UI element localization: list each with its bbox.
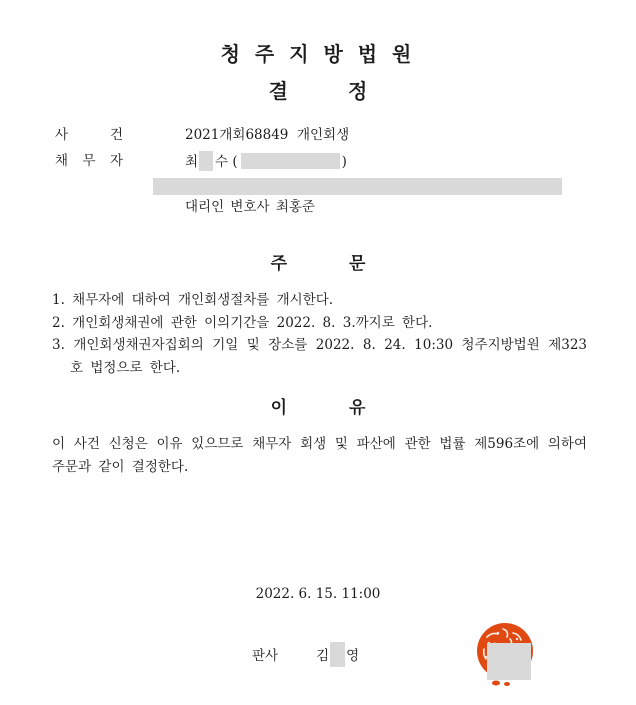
- debtor-name: 최 수 ( ): [185, 151, 347, 172]
- redaction-box-judge-name: [330, 642, 345, 667]
- order-item-2: 2. 개인회생채권에 관한 이의기간을 2022. 8. 3.까지로 한다.: [52, 314, 433, 331]
- debtor-row: [0, 151, 636, 171]
- debtor-label: 채 무 자: [55, 153, 123, 169]
- judge-label: 판사: [252, 648, 279, 664]
- decision-heading: [0, 79, 636, 103]
- decision-datetime: 2022. 6. 15. 11:00: [255, 586, 381, 602]
- case-number-value: 2021개회68849 개인회생: [185, 127, 350, 143]
- judge-name-last: 영: [346, 648, 360, 664]
- court-title: 청 주 지 방 법 원: [220, 42, 416, 66]
- reason-paragraph: 이 사건 신청은 이유 있으므로 채무자 회생 및 파산에 관한 법률 제596조에 의하여 주문과 같이 결정한다.: [52, 436, 587, 475]
- order-heading: 주 문: [270, 254, 366, 274]
- judge-name-first: 김: [316, 648, 330, 664]
- case-label: 사 건: [55, 127, 123, 143]
- order-item-3: 3. 개인회생채권자집회의 기일 및 장소를 2022. 8. 24. 10:30 청주지방법원 제323호 법정으로 한다.: [52, 337, 587, 376]
- decision-heading-char: 정: [348, 79, 368, 103]
- order-list: [52, 289, 587, 379]
- order-item-1: 1. 채무자에 대하여 개인회생절차를 개시한다.: [52, 292, 334, 308]
- case-number-row: [0, 125, 636, 145]
- reason-heading: 이 유: [270, 398, 366, 418]
- decision-heading-char: 결: [268, 79, 288, 103]
- attorney-line: 대리인 변호사 최홍준: [185, 199, 315, 215]
- redaction-box-id: [241, 153, 340, 169]
- redaction-box-address: [153, 178, 562, 195]
- judge-row: [252, 641, 359, 667]
- redaction-box-seal: [487, 643, 531, 680]
- redaction-box-name: [199, 151, 213, 171]
